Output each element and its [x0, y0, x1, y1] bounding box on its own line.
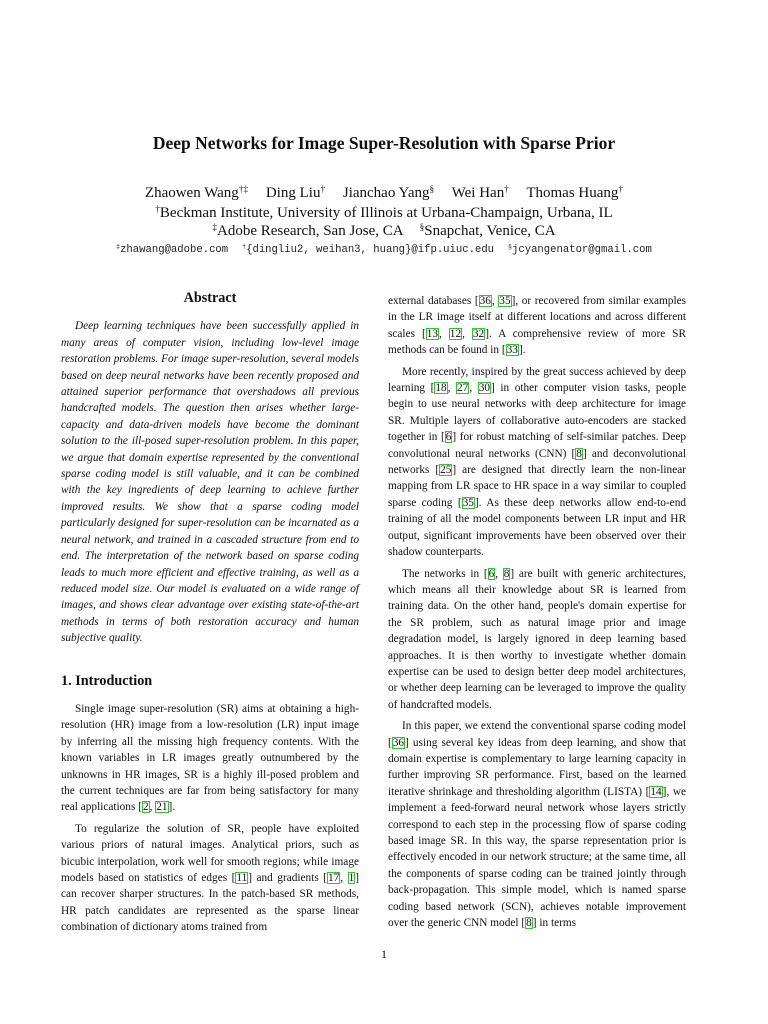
citation-link[interactable]: 25 — [440, 464, 452, 477]
affiliation-text: Snapchat, Venice, CA — [424, 223, 556, 239]
abstract-body: Deep learning techniques have been successfully applied in many areas of computer vision, including low-level image restoration problems. For image super-resolution, several models based on deep neural networks have been recently proposed and attained superior performance that overshadows all previous handcrafted models. The question then arises whether large-capacity and data-driven models have become the dominant solution to the ill-posed super-resolution problem. In this paper, we argue that domain expertise represented by the conventional sparse coding model is still valuable, and it can be combined with the key ingredients of deep learning to achieve further improved results. We show that a sparse coding model particularly designed for super-resolution can be incarnated as a neural network, and trained in a cascaded structure from end to end. The interpretation of the network based on sparse coding leads to much more efficient and effective training, as well as a reduced model size. Our model is evaluated on a wide range of images, and shows clear advantage over existing state-of-the-art methods in terms of both restoration accuracy and human subjective quality. — [61, 320, 359, 645]
citation-link[interactable]: 2 — [142, 801, 149, 814]
citation-link[interactable]: 35 — [499, 295, 511, 307]
affiliation-mark: § — [419, 222, 425, 233]
intro-paragraph: To regularize the solution of SR, people have exploited various priors of natural images. Analytical priors, such as bicubic interpolation, work well for smooth regions; while image models based on statistics of edges [11] and gradients [17, 1] can recover sharper structures. In the patch-based SR methods, HR patch candidates are represented as the sparse linear combination of dictionary atoms trained from — [61, 822, 359, 934]
paragraph-text: are built with generic architectures, which means all their knowledge about SR is learned from training data. On the other hand, people's domain expertise for the SR problem, such as natural image prior and image degradation model, is largely ignored in deep learning based approaches. It is then worthy to investigate whether domain expertise can be used to design better deep model architectures, or whether deep learning can be leveraged to improve the quality of handcrafted models. — [388, 567, 686, 711]
citation-link[interactable]: 32 — [472, 327, 485, 340]
email-line — [0, 244, 768, 256]
citation-link[interactable]: 8 — [526, 917, 532, 930]
paragraph-text: and deconvolutional networks — [388, 447, 687, 477]
author-name: Wei Han — [451, 185, 505, 201]
affiliation-text: Adobe Research, San Jose, CA — [216, 223, 404, 239]
citation-link[interactable]: 8 — [576, 447, 582, 460]
body-paragraph: external databases [36, 35], or recovered from similar examples in the LR image itself at different locations and across different scales [13, 12, 32]. A comprehensive review of more SR methods can be found in [33]. — [388, 295, 686, 357]
email-mark: ‡ — [116, 243, 121, 251]
body-paragraph: In this paper, we extend the conventional sparse coding model [36] using several key ideas from deep learning, and show that domain expertise is complementary to large learning capacity in further improving SR performance. First, based on the learned iterative shrinkage and thresholding algorithm (LISTA) [14], we implement a feed-forward neural network whose layers strictly correspond to each step in the processing flow of sparse coding based image SR. In this way, the sparse representation prior is effectively encoded in our network structure; at the same time, all the components of sparse coding can be trained jointly through back-propagation. This simple model, which is named sparse coding based network (SCN), achieves notable improvement over the generic CNN model [8] in terms — [388, 720, 686, 930]
citation-link[interactable]: 27 — [457, 382, 469, 395]
paragraph-text: are designed that directly learn the non-linear mapping from LR space to HR space in a way similar to coupled sparse coding — [388, 464, 686, 509]
author-name: Thomas Huang — [526, 185, 619, 201]
paragraph-text: in terms — [536, 917, 577, 930]
citation-link[interactable]: 17 — [327, 872, 340, 884]
citation-bracket: [ — [138, 801, 142, 814]
citation-link[interactable]: 21 — [156, 801, 168, 814]
citation-link[interactable]: 6 — [445, 431, 452, 444]
citation-link[interactable]: 36 — [392, 736, 405, 749]
page-number: 1 — [381, 947, 387, 961]
citation-link[interactable]: 18 — [435, 382, 447, 395]
author-list — [0, 184, 768, 203]
paper-title: Deep Networks for Image Super-Resolution with Sparse Prior — [152, 133, 616, 153]
citation-link[interactable]: 30 — [478, 382, 491, 395]
left-column — [61, 290, 359, 941]
paragraph-text: . As these deep networks allow end-to-end training of all the model components between LR input and HR output, significant improvements have been observed over their shadow counterparts. — [388, 496, 686, 559]
abstract-heading: Abstract — [183, 290, 237, 306]
paragraph-text: using several key ideas from deep learning, and show that domain expertise is complementary to large learning capacity in further improving SR performance. First, based on the learned iterative shrinkage and thresholding algorithm (LISTA) — [388, 736, 686, 798]
email-address: jcyangenator@gmail.com — [512, 244, 652, 256]
email-address: {dingliu2, weihan3, huang}@ifp.uiuc.edu — [246, 244, 495, 256]
author-mark: † — [618, 184, 624, 195]
paragraph-text: , we implement a feed-forward neural network whose layers strictly correspond to each step in the processing flow of sparse coding based image SR. In this way, the sparse representation prior is effectively encoded in our network structure; at the same time, all the components of sparse coding can be trained jointly through back-propagation. This simple model, which is named sparse coding based network (SCN), achieves notable improvement over the generic CNN model — [388, 785, 686, 930]
right-column — [388, 293, 686, 936]
author-name: Jianchao Yang — [342, 185, 430, 201]
email-mark: † — [242, 243, 247, 251]
paragraph-text: Single image super-resolution (SR) aims at obtaining a high-resolution (HR) image from a low-resolution (LR) input image by inferring all the missing high frequency contents. With the known variables in LR images greatly outnumbered by the unknowns in HR images, SR is a highly ill-posed problem and the current techniques are far from being satisfactory for many real applications — [61, 702, 359, 814]
body-paragraph: More recently, inspired by the great success achieved by deep learning [18, 27, 30] in other computer vision tasks, people begin to use neural networks with deep architecture for image SR. Multiple layers of collaborative auto-encoders are stacked together in [6] for robust matching of self-similar patches. Deep convolutional neural networks (CNN) [8] and deconvolutional networks [25] are designed that directly learn the non-linear mapping from LR space to HR space in a way similar to coupled sparse coding [35]. As these deep networks allow end-to-end training of all the model components between LR input and HR output, significant improvements have been observed over their shadow counterparts. — [388, 365, 687, 559]
author-mark: † — [320, 184, 326, 195]
affiliation-line-2 — [0, 222, 768, 241]
citation-link[interactable]: 13 — [426, 327, 438, 340]
author-name: Zhaowen Wang — [144, 185, 239, 201]
author-mark: § — [429, 184, 435, 195]
paragraph-text: . — [172, 801, 176, 814]
email-mark: § — [508, 243, 512, 251]
paragraph-text: To regularize the solution of SR, people have exploited various priors of natural images. Analytical priors, such as bicubic interpolation, work well for smooth regions; while image models based on statistics of edges — [61, 822, 359, 884]
paragraph-text: and gradients — [252, 872, 324, 884]
paragraph-text: More recently, inspired by the great success achieved by deep learning — [388, 365, 686, 395]
affiliation-line-1 — [0, 204, 768, 223]
paragraph-text: in other computer vision tasks, people begin to use neural networks with deep architecture for image SR. Multiple layers of collaborative auto-encoders are stacked together in — [388, 382, 686, 444]
paragraph-text: external databases — [388, 295, 475, 307]
citation-link[interactable]: 8 — [503, 567, 510, 580]
affiliation-mark: ‡ — [212, 222, 217, 233]
paragraph-text: . A comprehensive review of more SR methods can be found in — [388, 327, 686, 357]
citation-link[interactable]: 6 — [488, 567, 495, 580]
body-paragraph: The networks in [6, 8] are built with generic architectures, which means all their knowledge about SR is learned from training data. On the other hand, people's domain expertise for the SR problem, such as natural image prior and image degradation model, is largely ignored in deep learning based approaches. It is then worthy to investigate whether domain expertise can be used to design better deep model architectures, or whether deep learning can be leveraged to improve the quality of handcrafted models. — [388, 567, 686, 711]
citation-link[interactable]: 33 — [506, 344, 518, 357]
citation-link[interactable]: 12 — [449, 327, 462, 340]
citation-link[interactable]: 35 — [462, 496, 474, 509]
introduction-heading: 1. Introduction — [61, 672, 153, 689]
citation-link[interactable]: 36 — [479, 295, 491, 307]
paragraph-text: . — [522, 344, 526, 357]
paragraph-text: In this paper, we extend the conventional sparse coding model — [402, 720, 686, 733]
author-name: Ding Liu — [265, 185, 321, 201]
email-address: zhawang@adobe.com — [120, 244, 229, 256]
author-mark: †‡ — [238, 184, 249, 195]
affiliation-text: Beckman Institute, University of Illinois at Urbana-Champaign, Urbana, IL — [159, 205, 613, 221]
author-mark: † — [504, 184, 509, 195]
paragraph-text: , or recovered from similar examples in the LR image itself at different locations and across different scales — [388, 295, 686, 340]
citation-link[interactable]: 11 — [236, 872, 248, 884]
paragraph-text: can recover sharper structures. In the patch-based SR methods, HR patch candidates are represented as the sparse linear combination of dictionary atoms trained from — [61, 888, 359, 934]
citation-link[interactable]: 1 — [348, 872, 355, 884]
citation-link[interactable]: 14 — [650, 785, 662, 798]
paragraph-text: The networks in — [402, 567, 484, 580]
intro-paragraph: Single image super-resolution (SR) aims at obtaining a high-resolution (HR) image from a low-resolution (LR) input image by inferring all the missing high frequency contents. With the known variables in LR images greatly outnumbered by the unknowns in HR images, SR is a highly ill-posed problem and the current techniques are far from being satisfactory for many real applications [2, 21]. — [61, 702, 359, 814]
affiliation-mark: † — [155, 204, 160, 215]
paragraph-text: for robust matching of self-similar patches. Deep convolutional neural networks (CNN) — [388, 431, 686, 460]
